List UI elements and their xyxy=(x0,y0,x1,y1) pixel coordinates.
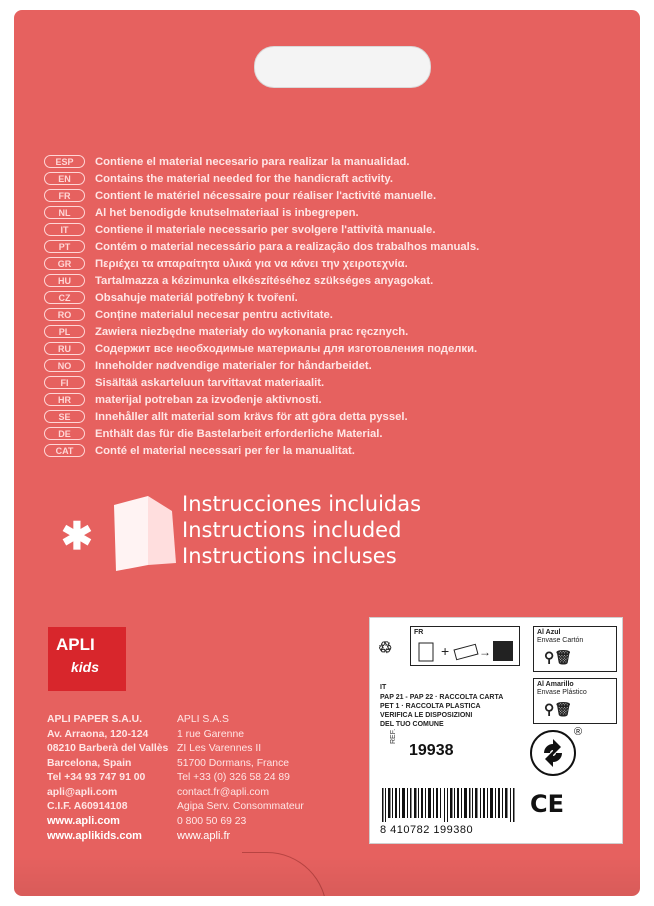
website-apli-fr: www.apli.fr xyxy=(177,830,231,842)
label-it-line: VERIFICA LE DISPOSIZIONI xyxy=(380,712,473,719)
apli-kids-logo xyxy=(48,627,126,691)
language-text: Inneholder nødvendige materialer for håndarbeidet. xyxy=(95,359,372,372)
language-row-de xyxy=(44,425,604,442)
registered-mark: ® xyxy=(574,726,583,738)
language-text: Zawiera niezbędne materiały do wykonania prac ręcznych. xyxy=(95,325,409,338)
instructions-included-text xyxy=(182,491,421,569)
language-text: Sisältää askarteluun tarvittavat materiaalit. xyxy=(95,376,325,389)
language-code: GR xyxy=(44,257,85,270)
sparkle-icon: ✱ xyxy=(61,516,93,558)
address-line: 0 800 50 69 23 xyxy=(177,815,247,827)
language-code: HU xyxy=(44,274,85,287)
website-aplikids: www.aplikids.com xyxy=(47,830,142,842)
address-line: Tel +33 (0) 326 58 24 89 xyxy=(177,772,290,783)
blue-bin-box xyxy=(533,626,617,672)
svg-text:→: → xyxy=(479,645,491,659)
language-row-esp xyxy=(44,153,604,170)
label-it: IT xyxy=(380,684,387,691)
instructions-fr: Instructions incluses xyxy=(182,544,397,568)
language-code: SE xyxy=(44,410,85,423)
yellow-bin-title: Al Amarillo xyxy=(537,681,574,688)
language-code: PT xyxy=(44,240,85,253)
language-text: Contém o material necessário para a realização dos trabalhos manuals. xyxy=(95,240,480,253)
blue-bin-title: Al Azul xyxy=(537,629,561,636)
hang-hole xyxy=(254,46,431,88)
language-row-cat xyxy=(44,442,604,459)
label-it-line: DEL TUO COMUNE xyxy=(380,721,444,728)
language-code: RO xyxy=(44,308,85,321)
language-text: Tartalmazza a kézimunka elkészítéséhez szükséges anyagokat. xyxy=(95,274,434,287)
language-row-ru xyxy=(44,340,604,357)
language-text: Contiene el material necesario para realizar la manualidad. xyxy=(95,155,410,168)
address-line: Barcelona, Spain xyxy=(47,757,132,769)
language-code: PL xyxy=(44,325,85,338)
language-text: materijal potreban za izvođenje aktivnosti. xyxy=(95,393,322,406)
company-es-address xyxy=(47,713,168,815)
barcode-number: 8 410782 199380 xyxy=(380,824,474,836)
label-it-line: PET 1 · RACCOLTA PLASTICA xyxy=(380,703,481,710)
language-row-hu xyxy=(44,272,604,289)
language-text: Conține materialul necesar pentru activitate. xyxy=(95,308,333,321)
instruction-booklet-icon xyxy=(106,493,186,573)
barcode xyxy=(380,788,518,822)
address-line: C.I.F. A60914108 xyxy=(47,801,128,812)
address-line: APLI PAPER S.A.U. xyxy=(47,714,143,725)
card-shadow xyxy=(14,856,640,896)
language-code: FR xyxy=(44,189,85,202)
language-text: Contiene il materiale necessario per svolgere l'attività manuale. xyxy=(95,223,436,236)
company-fr-address xyxy=(177,713,304,829)
reference-number: 19938 xyxy=(409,742,454,759)
language-text: Innehåller allt material som krävs för att göra detta pyssel. xyxy=(95,410,408,423)
language-row-fi xyxy=(44,374,604,391)
language-row-pl xyxy=(44,323,604,340)
language-row-pt xyxy=(44,238,604,255)
bin-icon: ⚲🗑 xyxy=(544,701,573,717)
language-row-se xyxy=(44,408,604,425)
language-code: NO xyxy=(44,359,85,372)
language-list xyxy=(44,153,604,459)
ref-label: REF. xyxy=(390,728,397,744)
language-text: Obsahuje materiál potřebný k tvoření. xyxy=(95,291,298,304)
recycle-person-icon: ♲ xyxy=(378,640,393,657)
instructions-es: Instrucciones incluidas xyxy=(182,492,422,516)
blue-bin-sub: Envase Cartón xyxy=(537,637,584,644)
language-code: EN xyxy=(44,172,85,185)
language-row-hr xyxy=(44,391,604,408)
language-row-nl xyxy=(44,204,604,221)
product-card-back xyxy=(14,10,640,896)
language-code: FI xyxy=(44,376,85,389)
green-dot-icon xyxy=(530,730,576,776)
language-row-fr xyxy=(44,187,604,204)
address-line: 1 rue Garenne xyxy=(177,728,245,740)
yellow-bin-sub: Envase Plástico xyxy=(537,689,587,696)
language-text: Contient le matériel nécessaire pour réaliser l'activité manuelle. xyxy=(95,189,437,202)
language-code: CAT xyxy=(44,444,85,457)
label-it-line: PAP 21 - PAP 22 · RACCOLTA CARTA xyxy=(380,694,504,701)
yellow-bin-box xyxy=(533,678,617,724)
sorting-info-icons xyxy=(415,639,515,663)
language-code: ESP xyxy=(44,155,85,168)
language-code: DE xyxy=(44,427,85,440)
address-line: 51700 Dormans, France xyxy=(177,757,290,769)
address-line: APLI S.A.S xyxy=(177,714,229,725)
triman-box xyxy=(410,626,520,666)
logo-brand: APLI xyxy=(56,635,95,654)
language-code: IT xyxy=(44,223,85,236)
product-info-label xyxy=(369,617,623,844)
language-row-no xyxy=(44,357,604,374)
label-fr: FR xyxy=(414,629,424,636)
address-line: contact.fr@apli.com xyxy=(177,786,269,798)
language-code: HR xyxy=(44,393,85,406)
language-row-en xyxy=(44,170,604,187)
language-code: RU xyxy=(44,342,85,355)
website-apli: www.apli.com xyxy=(47,815,120,827)
language-code: NL xyxy=(44,206,85,219)
language-text: Conté el material necessari per fer la manualitat. xyxy=(95,444,355,457)
address-line: apli@apli.com xyxy=(47,786,118,798)
address-line: Av. Arraona, 120-124 xyxy=(47,728,149,740)
address-line: ZI Les Varennes II xyxy=(177,743,262,754)
language-row-ro xyxy=(44,306,604,323)
language-text: Enthält das für die Bastelarbeit erforderliche Material. xyxy=(95,427,383,440)
address-line: Agipa Serv. Consommateur xyxy=(177,801,304,812)
language-row-it xyxy=(44,221,604,238)
address-line: 08210 Barberà del Vallès xyxy=(47,743,169,754)
address-line: Tel +34 93 747 91 00 xyxy=(47,772,146,783)
ce-mark: CE xyxy=(530,790,565,818)
language-text: Содержит все необходимые материалы для изготовления поделки. xyxy=(95,342,478,355)
language-text: Περιέχει τα απαραίτητα υλικά για να κάνει την χειροτεχνία. xyxy=(95,257,408,270)
instructions-en: Instructions included xyxy=(182,518,402,542)
language-text: Al het benodigde knutselmateriaal is inbegrepen. xyxy=(95,206,359,219)
language-row-gr xyxy=(44,255,604,272)
language-row-cz xyxy=(44,289,604,306)
language-code: CZ xyxy=(44,291,85,304)
svg-text:+: + xyxy=(441,643,450,659)
bin-icon: ⚲🗑 xyxy=(544,649,573,665)
language-text: Contains the material needed for the handicraft activity. xyxy=(95,172,393,185)
logo-sub: kids xyxy=(71,659,100,675)
